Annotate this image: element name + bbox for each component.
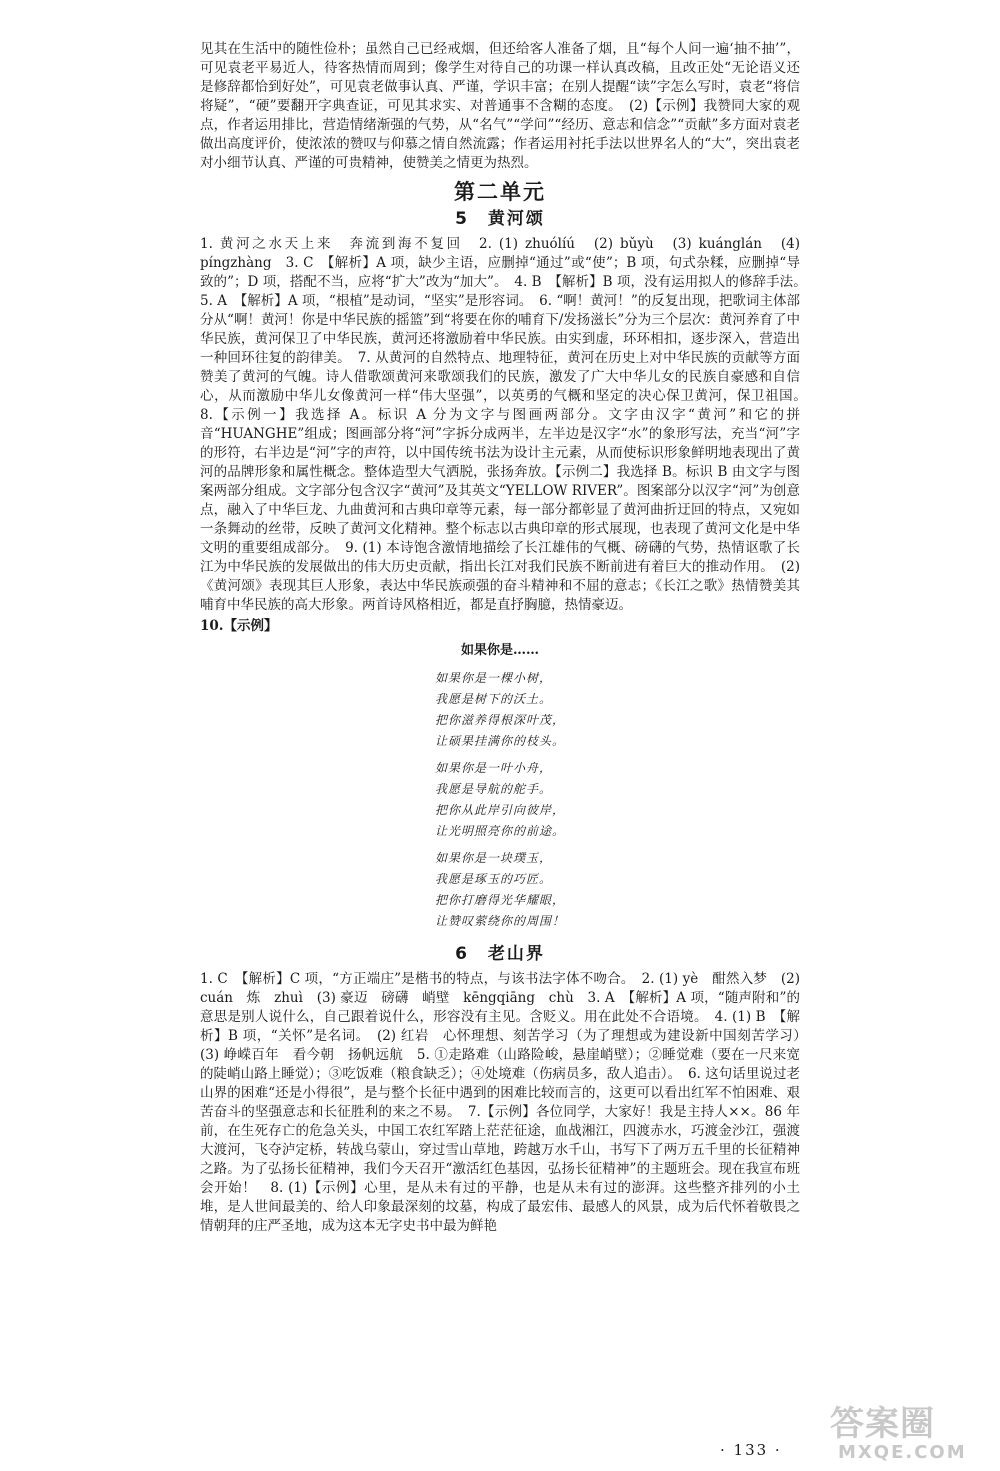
unit-title: 第二单元 [454, 180, 546, 204]
watermark-sub-text: MXQE.COM [838, 1442, 967, 1463]
answer-page [200, 40, 814, 1236]
poem-title: 如果你是…… [460, 643, 539, 658]
page-number: · 133 · [720, 1441, 782, 1459]
poem-stanza-2 [435, 758, 565, 842]
lesson-6-answers: 1. C 【解析】C 项，“方正端庄”是楷书的特点，与该书法字体不吻合。 2. (1) yè 酣然入梦 (2) cuán 炼 zhuì (3) 豪迈 磅礴 峭壁 kēngqiāng chù 3. A 【解析】A 项，“随声附和”的意思是别人说什么，自己跟着说什么，形容没有主见。含贬义。用在此处不合语境。 4. (1) B 【解析】B 项，“关怀”是名词。 (2) 红岩 心怀理想、刻苦学习（为了理想或为建设新中国刻苦学习） (3) 峥嵘百年 看今朝 扬帆远航 5. ①走路难（山路险峻，悬崖峭壁）；②睡觉难（要在一尺来宽的陡峭山路上睡觉）；③吃饭难（粮食缺乏）；④处境难（伤病员多，敌人追击）。 6. 这句话里说过老山界的困难“还是小得很”，是与整个长征中遇到的困难比较而言的，这更可以看出红军不怕困难、艰苦奋斗的坚强意志和长征胜利的来之不易。 7.【示例】各位同学，大家好！我是主持人××。86 年前，在生死存亡的危急关头，中国工农红军踏上茫茫征途，血战湘江，四渡赤水，巧渡金沙江，强渡大渡河，飞夺泸定桥，转战乌蒙山，穿过雪山草地，跨越万水千山，书写下了两万五千里的长征精神之路。为了弘扬长征精神，我们今天召开“激活红色基因，弘扬长征精神”的主题班会。现在我宣布班会开始！ 8. (1)【示例】心里，是从未有过的平静，也是从未有过的澎湃。这些整齐排列的小土堆，是人世间最美的、给人印象最深刻的坟墓，构成了最宏伟、最感人的风景，成为后代怀着敬畏之情朝拜的庄严圣地，成为这本无字史书中最为鲜艳 [200, 971, 814, 1234]
lesson-6-title: 6 老山界 [455, 944, 545, 964]
poem-line: 把你滋养得根深叶茂， [434, 713, 565, 727]
watermark-main-text: 答案圈 [830, 1404, 935, 1444]
question-10-label: 10.【示例】 [200, 618, 278, 634]
poem-line: 让硕果挂满你的枝头。 [434, 734, 565, 748]
lesson-5-title: 5 黄河颂 [455, 209, 545, 229]
poem-line: 如果你是一棵小树， [434, 671, 552, 685]
poem-stanza-3 [435, 848, 565, 932]
poem-line: 如果你是一叶小舟， [434, 761, 552, 775]
poem-line: 把你从此岸引向彼岸， [434, 803, 565, 817]
watermark-logo [830, 1405, 995, 1467]
lesson-5-answers: 1. 黄河之水天上来 奔流到海不复回 2. (1) zhuólíú (2) bǔyù (3) kuánglán (4) píngzhàng 3. C 【解析】A 项，缺少主语，应删掉“通过”或“使”；B 项，句式杂糅，应删掉“导致的”；D 项，搭配不当，应将“扩大”改为“加大”。 4. B 【解析】B 项，没有运用拟人的修辞手法。 5. A 【解析】A 项，“根植”是动词，“坚实”是形容词。 6. “啊！黄河！”的反复出现，把歌词主体部分从“啊！黄河！你是中华民族的摇篮”到“将要在你的哺育下/发扬滋长”分为三个层次：黄河养育了中华民族，黄河保卫了中华民族，黄河还将激励着中华民族。由实到虚，环环相扣，逐步深入，营造出一种回环往复的韵律美。 7. 从黄河的自然特点、地理特征，黄河在历史上对中华民族的贡献等方面赞美了黄河的气魄。诗人借歌颂黄河来歌颂我们的民族，激发了广大中华儿女的民族自豪感和自信心，从而激励中华儿女像黄河一样“伟大坚强”，以英勇的气概和坚定的决心保卫黄河，保卫祖国。 8.【示例一】我选择 A。标识 A 分为文字与图画两部分。文字由汉字“黄河”和它的拼音“HUANGHE”组成；图画部分将“河”字拆分成两半，左半边是汉字“水”的象形写法，充当“河”字的形符，右半边是“河”字的声符，以中国传统书法为设计主元素，从而使标识形象鲜明地表现出了黄河的品牌形象和属性概念。整体造型大气洒脱，张扬奔放。【示例二】我选择 B。标识 B 由文字与图案两部分组成。文字部分包含汉字“黄河”及其英文“YELLOW RIVER”。图案部分以汉字“河”为创意点，融入了中华巨龙、九曲黄河和古典印章等元素，每一部分都彰显了黄河曲折迂回的特点，又宛如一条舞动的丝带，反映了黄河文化精神。整个标志以古典印章的形式展现，也表现了黄河文化是中华文明的重要组成部分。 9. (1) 本诗饱含激情地描绘了长江雄伟的气概、磅礴的气势，热情讴歌了长江为中华民族的发展做出的伟大历史贡献，指出长江对我们民族不断前进有着巨大的推动作用。 (2)《黄河颂》表现其巨人形象，表达中华民族顽强的奋斗精神和不屈的意志；《长江之歌》热情赞美其哺育中华民族的高大形象。两首诗风格相近，都是直抒胸臆，热情豪迈。 [200, 236, 814, 613]
poem-line: 如果你是一块璞玉， [434, 851, 552, 865]
poem-line: 我愿是导航的舵手。 [434, 782, 552, 796]
poem-line: 把你打磨得光华耀眼， [434, 893, 565, 907]
intro-paragraph: 见其在生活中的随性俭朴；虽然自己已经戒烟，但还给客人准备了烟，且“每个人问一遍‘抽不抽’”，可见袁老平易近人，待客热情而周到；像学生对待自己的功课一样认真改稿，且改正处“无论语义还是修辞都恰到好处”，可见袁老做事认真、严谨，学识丰富；在别人提醒“读”字怎么写时，袁老“将信将疑”，“硬”要翻开字典查证，可见其求实、对普通事不含糊的态度。 (2)【示例】我赞同大家的观点，作者运用排比，营造情绪渐强的气势，从“名气”“学问”“经历、意志和信念”“贡献”多方面对袁老做出高度评价，使浓浓的赞叹与仰慕之情自然流露；作者运用衬托手法以世界名人的“大”，突出袁老对小细节认真、严谨的可贵精神，使赞美之情更为热烈。 [200, 41, 800, 171]
poem [200, 642, 800, 938]
poem-line: 我愿是树下的沃土。 [434, 692, 552, 706]
poem-stanza-1 [435, 668, 565, 752]
poem-line: 让光明照亮你的前途。 [434, 824, 565, 838]
poem-line: 我愿是琢玉的巧匠。 [434, 872, 552, 886]
poem-line: 让赞叹萦绕你的周围！ [434, 914, 565, 928]
